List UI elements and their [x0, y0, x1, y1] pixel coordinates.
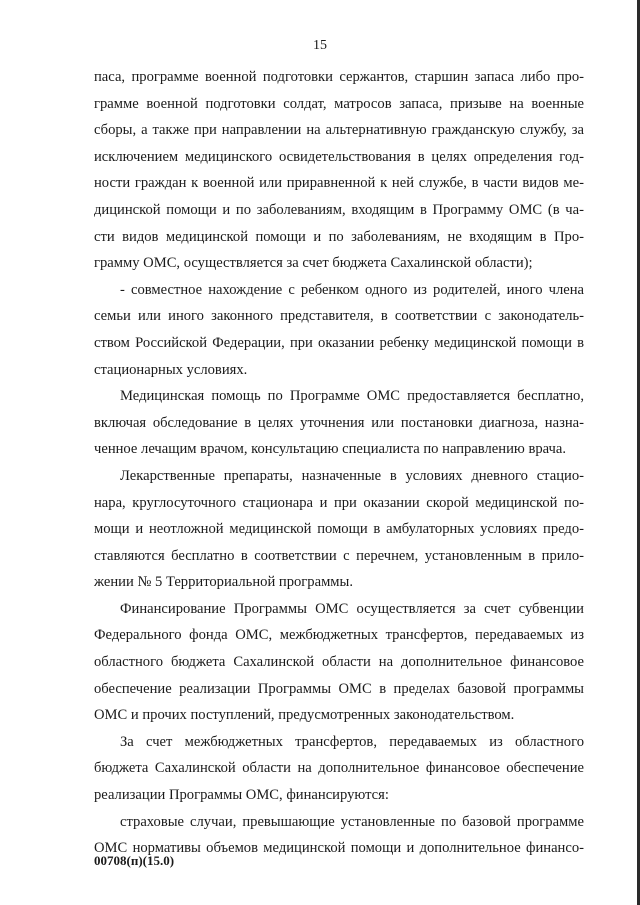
text-line: обеспечение реализации Программы ОМС в пределах базовой программы [94, 680, 584, 697]
text-line: реализации Программы ОМС, финансируются: [94, 787, 389, 804]
text-line: грамме военной подготовки солдат, матросов запаса, призыве на военные [94, 95, 584, 112]
text-line: нара, круглосуточного стационара и при оказании скорой медицинской по- [94, 494, 584, 511]
text-line: стационарных условиях. [94, 361, 248, 378]
text-line: бюджета Сахалинской области на дополнительное финансовое обеспечение [94, 760, 584, 777]
text-line: семьи или иного законного представителя, в соответствии с законодатель- [94, 308, 584, 325]
text-line: дицинской помощи и по заболеваниям, входящим в Программу ОМС (в ча- [94, 201, 584, 218]
text-line: включая обследование в целях уточнения или постановки диагноза, назна- [94, 414, 584, 431]
text-line: ченное лечащим врачом, консультацию специалиста по направлению врача. [94, 441, 566, 458]
text-line: ОМС и прочих поступлений, предусмотренных законодательством. [94, 707, 515, 724]
text-line: За счет межбюджетных трансфертов, передаваемых из областного [120, 733, 584, 750]
text-line: страховые случаи, превышающие установленные по базовой программе [120, 813, 584, 830]
text-line: ставляются бесплатно в соответствии с перечнем, установленным в прило- [94, 547, 584, 564]
text-line: Финансирование Программы ОМС осуществляется за счет субвенции [120, 600, 584, 617]
page-number: 15 [313, 38, 327, 53]
document-code: 00708(п)(15.0) [94, 853, 175, 868]
text-line: Федерального фонда ОМС, межбюджетных трансфертов, передаваемых из [94, 627, 584, 644]
text-line: сти видов медицинской помощи и по заболеваниям, не входящим в Про- [94, 228, 584, 245]
text-line: - совместное нахождение с ребенком одного из родителей, иного члена [120, 281, 584, 298]
text-line: ством Российской Федерации, при оказании ребенку медицинской помощи в [94, 334, 584, 351]
body-text [94, 64, 584, 862]
text-line: паса, программе военной подготовки сержантов, старшин запаса либо про- [94, 69, 584, 85]
text-line: исключением медицинского освидетельствования в целях определения год- [94, 148, 584, 165]
text-line: ности граждан к военной или приравненной к ней службе, в части видов ме- [94, 175, 584, 192]
text-line: Лекарственные препараты, назначенные в условиях дневного стацио- [120, 467, 584, 484]
text-line: мощи и неотложной медицинской помощи в амбулаторных условиях предо- [94, 521, 584, 538]
text-line: грамму ОМС, осуществляется за счет бюджета Сахалинской области); [94, 255, 533, 272]
text-line: областного бюджета Сахалинской области на дополнительное финансовое [94, 654, 584, 671]
text-line: сборы, а также при направлении на альтернативную гражданскую службу, за [94, 122, 584, 139]
text-line: ОМС нормативы объемов медицинской помощи и дополнительное финансо- [94, 840, 584, 857]
text-line: жении № 5 Территориальной программы. [94, 574, 353, 591]
text-line: Медицинская помощь по Программе ОМС предоставляется бесплатно, [120, 388, 584, 405]
